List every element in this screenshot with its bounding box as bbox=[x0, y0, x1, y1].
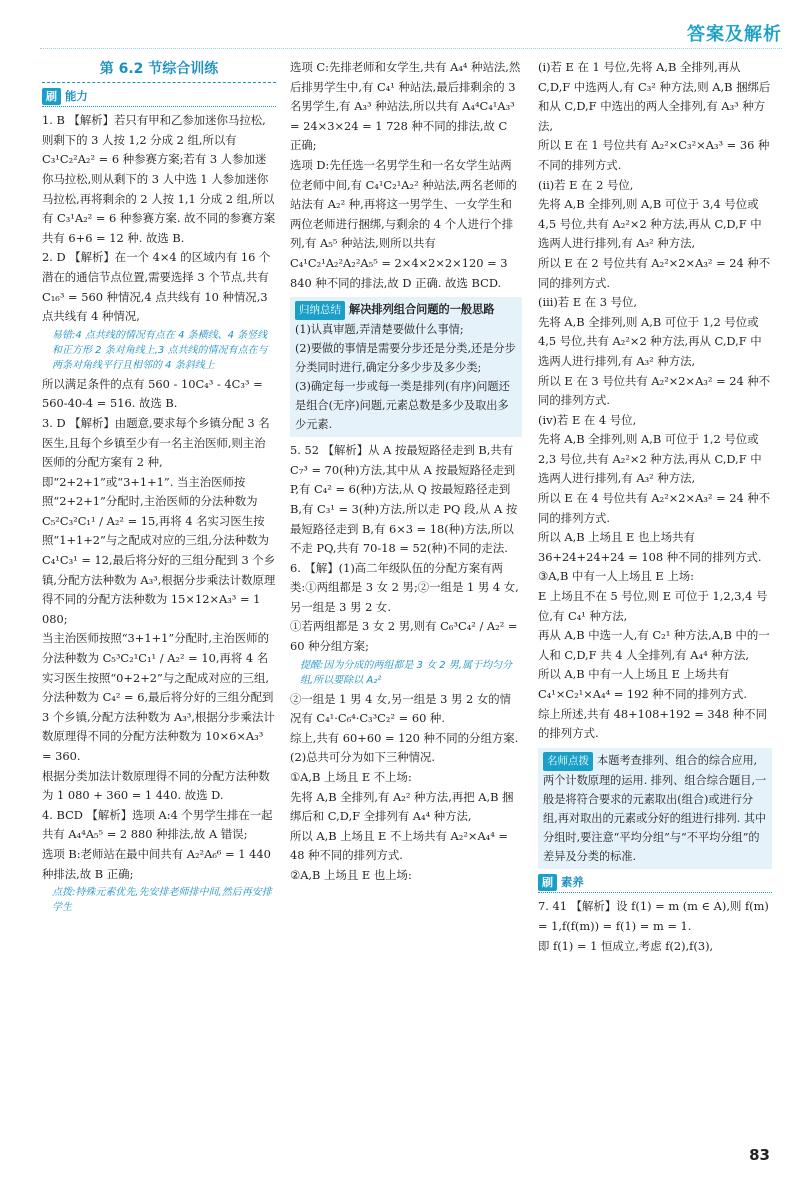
ability-heading bbox=[42, 87, 276, 108]
answer-6-total: 综上,共有 60+60 = 120 种不同的分组方案. bbox=[290, 730, 519, 745]
answer-6-p2-case1: ①A,B 上场且 E 不上场: bbox=[290, 770, 412, 785]
expert-tip-box bbox=[538, 748, 772, 869]
answer-6-p2-case1-result: 所以 A,B 上场且 E 不上场共有 A₂²×A₄⁴ = 48 种不同的排列方式. bbox=[290, 828, 508, 863]
case-e1-result: 所以 E 在 1 号位共有 A₂²×C₃²×A₃³ = 36 种不同的排列方式. bbox=[538, 138, 770, 172]
case3-detail-2: 再从 A,B 中选一人,有 C₂¹ 种方法,A,B 中的一人和 C,D,F 共 4 人全排列,有 A₄⁴ 种方法, bbox=[538, 628, 770, 662]
answer-6-p2-case2: ②A,B 上场且 E 也上场: bbox=[290, 868, 412, 882]
case2-total: 所以 A,B 上场且 E 也上场共有 36+24+24+24 = 108 种不同的排列方式. bbox=[538, 530, 762, 564]
answer-3: 3. D 【解析】由题意,要求每个乡镇分配 3 名医生,且每个乡镇至少有一名主治医师,则主治医师的分配方案有 2 种,即“2+2+1”或“3+1+1”. 当主治医师按照“2+2+1”分配时,主治医师的分法种数为 C₅²C₃²C₁¹ / A₂² = 15,再将 4 名实习医生按照“1+1+2”与之配成对应的三组,分法种数为 C₄¹C₃¹ = 12,最后将分好的三组分配到 3 个乡镇,分配方法种数为 A₃³,根据分步乘法计数原理得不同的分配方法种数为 15×12×A₃³ = 1 080; bbox=[42, 415, 276, 626]
case-e4: (iv)若 E 在 4 号位, bbox=[538, 412, 637, 427]
summary-item-1: (1)认真审题,弄清楚要做什么事情; bbox=[295, 323, 464, 337]
answer-5: 5. 52 【解析】从 A 按最短路径走到 B,共有 C₇³ = 70(种)方法,其中从 A 按最短路径走到 P,有 C₄² = 6(种)方法,从 Q 按最短路径走到 B,有 C₃¹ = 3(种)方法,所以走 PQ 段,从 A 按最短路径走到 B,有 6×3 = 18(种)方法,所以不走 PQ,共有 70-18 = 52(种)不同的走法. bbox=[290, 443, 518, 556]
answer-3-result: 根据分类加法计数原理得不同的分配方法种数为 1 080 + 360 = 1 440. 故选 D. bbox=[42, 768, 270, 803]
column-2 bbox=[290, 58, 522, 886]
section-title: 第 6.2 节综合训练 bbox=[42, 60, 276, 83]
case3-result: 所以 A,B 中有一人上场且 E 上场共有 C₄¹×C₂¹×A₄⁴ = 192 种不同的排列方式. bbox=[538, 667, 748, 701]
case3-detail-1: E 上场且不在 5 号位,则 E 可位于 1,2,3,4 号位,有 C₄¹ 种方法, bbox=[538, 589, 768, 623]
answer-2: 2. D 【解析】在一个 4×4 的区域内有 16 个潜在的通信节点位置,需要选择 3 个节点,共有 C₁₆³ = 560 种情况,4 点共线有 10 种情况,3 点共线有 4 种情况, bbox=[42, 250, 271, 324]
case3-title: ③A,B 中有一人上场且 E 上场: bbox=[538, 569, 694, 584]
answer-1: 1. B 【解析】若只有甲和乙参加迷你马拉松,则剩下的 3 人按 1,2 分成 2 组,所以有 C₃¹C₂²A₂² = 6 种参赛方案;若有 3 人参加迷你马拉松,则从剩下的 3 人中选 1 人参加迷你马拉松,再将剩余的 2 人按 1,1 分成 2 组,所以有 C₃¹A₂² = 6 种参赛方案. 故不同的参赛方案共有 6+6 = 12 种. 故选 B. bbox=[42, 113, 276, 245]
answer-4-d: 选项 D:先任选一名男学生和一名女学生站两位老师中间,有 C₄¹C₂¹A₂² 种站法,两名老师的站法有 A₂² 种,再将这一男学生、一女学生和两位老师进行捆绑,与剩余的 4 个人进行个排列,有 A₅⁵ 种站法,则所以共有 C₄¹C₂¹A₂²A₂²A₅⁵ = 2×4×2×2×120 = 3 840 种不同的排法,故 D 正确. 故选 BCD. bbox=[290, 157, 518, 290]
tip-note-4: 点拨:特殊元素优先,先安排老师排中间,然后再安排学生 bbox=[52, 887, 272, 914]
page-number: 83 bbox=[749, 1146, 770, 1164]
answer-6: 6. 【解】(1)高二年级队伍的分配方案有两类:①两组都是 3 女 2 男;②一组是 1 男 4 女,另一组是 3 男 2 女. bbox=[290, 560, 519, 614]
case-e4-detail: 先将 A,B 全排列,则 A,B 可位于 1,2 号位或 2,3 号位,共有 A₂²×2 种方法,再从 C,D,F 中选两人进行排列,有 A₃² 种方法, bbox=[538, 432, 762, 486]
answer-4: 4. BCD 【解析】选项 A:4 个男学生排在一起共有 A₄⁴A₅⁵ = 2 880 种排法,故 A 错误; bbox=[42, 807, 273, 842]
answer-4-c: 选项 C:先排老师和女学生,共有 A₄⁴ 种站法,然后排男学生中,有 C₄¹ 种站法,最后排剩余的 3 名男学生,有 A₃³ 种站法,所以共有 A₄⁴C₄¹A₃³ = 24×3×24 = 1 728 种不同的排法,故 C 正确; bbox=[290, 60, 521, 153]
case-e2-detail: 先将 A,B 全排列,则 A,B 可位于 3,4 号位或 4,5 号位,共有 A₂²×2 种方法,再从 C,D,F 中选两人进行排列,有 A₃² 种方法, bbox=[538, 197, 762, 251]
header-title: 答案及解析 bbox=[687, 24, 782, 45]
literacy-tag: 刷 bbox=[538, 874, 557, 891]
header-divider bbox=[40, 48, 782, 49]
summary-item-3: (3)确定每一步或每一类是排列(有序)问题还是组合(无序)问题,元素总数是多少及取出多少元素. bbox=[295, 380, 510, 432]
literacy-heading bbox=[538, 873, 772, 894]
summary-tag: 归纳总结 bbox=[295, 301, 345, 320]
answer-6-p2-case1-detail: 先将 A,B 全排列,有 A₂² 种方法,再把 A,B 捆绑后和 C,D,F 全排列有 A₄⁴ 种方法, bbox=[290, 789, 514, 824]
expert-tip-tag: 名师点拨 bbox=[543, 752, 593, 771]
ability-tag: 刷 bbox=[42, 88, 61, 105]
answer-7: 7. 41 【解析】设 f(1) = m (m ∈ A),则 f(m) = 1,f(f(m)) = f(1) = m = 1. bbox=[538, 899, 769, 933]
case-e2: (ii)若 E 在 2 号位, bbox=[538, 177, 634, 192]
literacy-label: 素养 bbox=[561, 874, 584, 889]
case-e3: (iii)若 E 在 3 号位, bbox=[538, 295, 638, 310]
final-total: 综上所述,共有 48+108+192 = 348 种不同的排列方式. bbox=[538, 706, 767, 741]
summary-title: 解决排列组合问题的一般思路 bbox=[349, 302, 495, 317]
expert-tip-text: 本题考查排列、组合的综合应用,两个计数原理的运用. 排列、组合综合题目,一般是将符合要求的元素取出(组合)或进行分组,再对取出的元素或分好的组进行排列. 其中分组时,要注意“平均分组”与“不平均分组”的差异及分类的标准. bbox=[543, 753, 767, 863]
case-e1: (i)若 E 在 1 号位,先将 A,B 全排列,再从 C,D,F 中选两人,有 C₃² 种方法,则 A,B 捆绑后和从 C,D,F 中选出的两人全排列,有 A₃³ 种方法, bbox=[538, 60, 771, 133]
summary-box bbox=[290, 297, 522, 437]
column-1 bbox=[42, 58, 276, 917]
answer-3-part2: 当主治医师按照“3+1+1”分配时,主治医师的分法种数为 C₅³C₂¹C₁¹ / A₂² = 10,再将 4 名实习医生按照“0+2+2”与之配成对应的三组,分法种数为 C₄² = 6,最后将分好的三组分配到 3 个乡镇,分配方法种数为 A₃³,根据分步乘法计数原理得不同的分配方法种数为 10×6×A₃³ = 360. bbox=[42, 631, 275, 763]
ability-label: 能力 bbox=[65, 88, 88, 103]
answer-4-b: 选项 B:老师站在最中间共有 A₂²A₆⁶ = 1 440 种排法,故 B 正确; bbox=[42, 846, 271, 881]
tip-note-2: 易错:4 点共线的情况有点在 4 条横线、4 条竖线和正方形 2 条对角线上,3 点共线的情况有点在与两条对角线平行且相邻的 4 条斜线上 bbox=[52, 329, 268, 371]
tip-note-6: 提醒:因为分成的两组都是 3 女 2 男,属于均匀分组,所以要除以 A₂² bbox=[300, 659, 512, 686]
answer-7-cont: 即 f(1) = 1 恒成立,考虑 f(2),f(3), bbox=[538, 938, 714, 953]
answer-6-case1: ①若两组都是 3 女 2 男,则有 C₆³C₄² / A₂² = 60 种分组方案; bbox=[290, 619, 518, 654]
answer-6-part2: (2)总共可分为如下三种情况. bbox=[290, 750, 436, 765]
answer-6-case2: ②一组是 1 男 4 女,另一组是 3 男 2 女的情况有 C₄¹·C₆⁴·C₃³C₂² = 60 种. bbox=[290, 691, 512, 726]
case-e3-detail: 先将 A,B 全排列,则 A,B 可位于 1,2 号位或 4,5 号位,共有 A₂²×2 种方法,再从 C,D,F 中选两人进行排列,有 A₃² 种方法, bbox=[538, 314, 762, 368]
case-e3-result: 所以 E 在 3 号位共有 A₂²×2×A₃² = 24 种不同的排列方式. bbox=[538, 373, 771, 408]
summary-item-2: (2)要做的事情是需要分步还是分类,还是分步分类同时进行,确定分多少步及多少类; bbox=[295, 342, 516, 375]
answer-2-result: 所以满足条件的点有 560 - 10C₄³ - 4C₃³ = 560-40-4 = 516. 故选 B. bbox=[42, 376, 263, 411]
case-e2-result: 所以 E 在 2 号位共有 A₂²×2×A₃² = 24 种不同的排列方式. bbox=[538, 255, 771, 290]
column-3 bbox=[538, 58, 772, 956]
case-e4-result: 所以 E 在 4 号位共有 A₂²×2×A₃² = 24 种不同的排列方式. bbox=[538, 491, 771, 525]
